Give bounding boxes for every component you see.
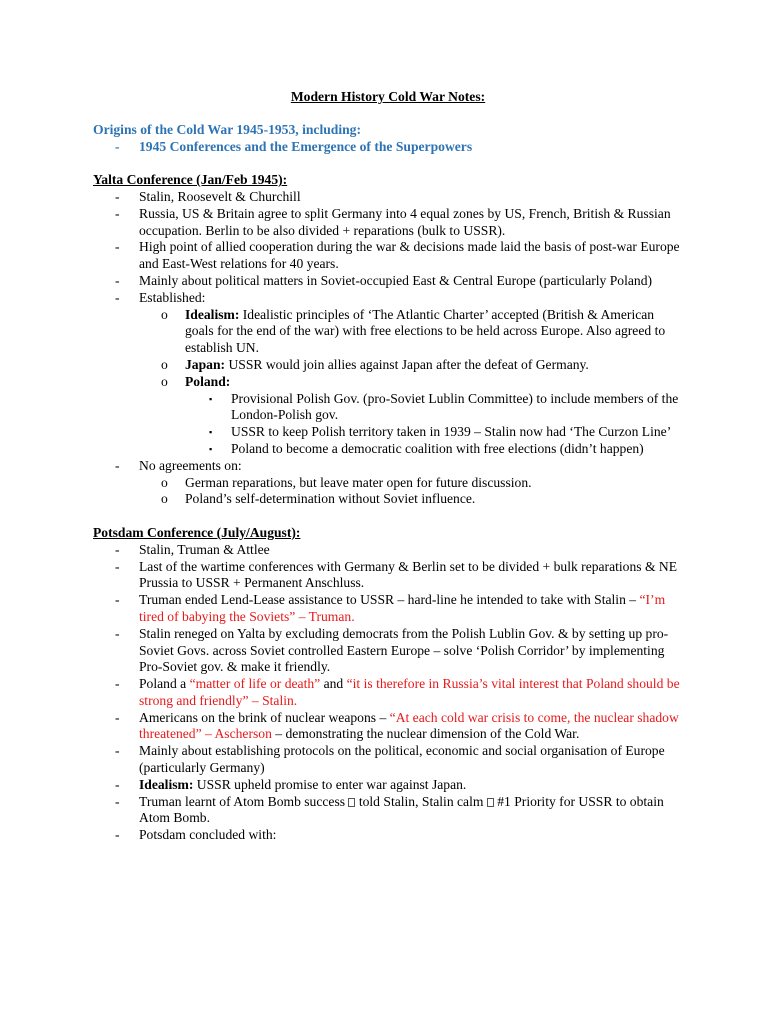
- circle-marker: o: [161, 373, 168, 389]
- origins-subheading: - 1945 Conferences and the Emergence of the Superpowers: [115, 138, 473, 154]
- list-item: - Truman learnt of Atom Bomb success told Stalin, Stalin calm #1 Priority for USSR to obtain Atom Bomb.: [115, 793, 664, 826]
- circle-marker: o: [161, 474, 168, 490]
- dash-marker: -: [115, 239, 120, 255]
- dash-marker: -: [115, 541, 120, 557]
- dash-marker: -: [115, 827, 120, 843]
- yalta-heading: Yalta Conference (Jan/Feb 1945):: [93, 172, 288, 188]
- quote: “matter of life or death”: [189, 676, 321, 692]
- circle-marker: o: [161, 356, 168, 372]
- list-item: - High point of allied cooperation during the war & decisions made laid the basis of post-war Europe and East-West relations for 40 years.: [115, 239, 680, 272]
- circle-marker: o: [161, 306, 168, 322]
- list-item: ▪ USSR to keep Polish territory taken in 1939 – Stalin now had ‘The Curzon Line’: [209, 424, 672, 440]
- list-item: - Idealism: USSR upheld promise to enter war against Japan.: [115, 776, 467, 792]
- square-marker: ▪: [209, 427, 213, 438]
- list-item: - No agreements on:: [115, 457, 242, 473]
- list-item: o Japan: USSR would join allies against Japan after the defeat of Germany.: [161, 356, 589, 372]
- square-marker: ▪: [209, 443, 213, 454]
- list-item: - Stalin, Truman & Attlee: [115, 541, 270, 557]
- dash-marker: -: [115, 743, 120, 759]
- dash-marker: -: [115, 709, 120, 725]
- dash-marker: -: [115, 457, 120, 473]
- square-marker: ▪: [209, 393, 213, 404]
- origins-heading: Origins of the Cold War 1945-1953, including:: [93, 121, 362, 137]
- list-item: - Russia, US & Britain agree to split Germany into 4 equal zones by US, French, British & Russian occupation. Berlin to be also divided + reparations (bulk to USSR).: [115, 205, 671, 238]
- quote: “I’m tired of babying the Soviets” – Truman.: [139, 592, 666, 624]
- document-page: [93, 89, 683, 844]
- list-item: - Potsdam concluded with:: [115, 827, 277, 843]
- quote: “it is therefore in Russia’s vital interest that Poland should be strong and friendly” – Stalin.: [139, 676, 680, 708]
- list-item: o Idealism: Idealistic principles of ‘The Atlantic Charter’ accepted (British & American goals for the end of the war) with free elections to be held across Europe. Also agreed to establish UN.: [161, 306, 666, 356]
- dash-marker: -: [115, 676, 120, 692]
- quote: “At each cold war crisis to come, the nuclear shadow threatened” – Ascherson: [139, 709, 679, 742]
- dash-marker: -: [115, 592, 120, 608]
- list-item: - Stalin reneged on Yalta by excluding democrats from the Polish Lublin Gov. & by setting up pro-Soviet Govs. across Soviet controlled Eastern Europe – solve ‘Polish Corridor’ by implementing Pro-Soviet gov. & make it friendly.: [115, 625, 669, 675]
- list-item: - Established:: [115, 289, 206, 305]
- list-item: - Mainly about political matters in Soviet-occupied East & Central Europe (particularly Poland): [115, 272, 653, 288]
- dash-marker: -: [115, 289, 120, 305]
- dash-marker: -: [115, 205, 120, 221]
- page-title: Modern History Cold War Notes:: [290, 89, 486, 104]
- list-item: - Americans on the brink of nuclear weapons – “At each cold war crisis to come, the nuclear shadow threatened” – Ascherson – demonstrating the nuclear dimension of the Cold War.: [115, 709, 679, 742]
- dash-marker: -: [115, 776, 120, 792]
- list-item: ▪ Poland to become a democratic coalition with free elections (didn’t happen): [209, 440, 644, 456]
- dash-marker: -: [115, 558, 120, 574]
- dash-marker: -: [115, 272, 120, 288]
- dash-marker: -: [115, 625, 120, 641]
- dash-marker: -: [115, 793, 120, 809]
- list-item: - Mainly about establishing protocols on the political, economic and social organisation of Europe (particularly Germany): [115, 743, 665, 776]
- dash-marker: -: [115, 188, 120, 204]
- list-item: o Poland:: [161, 373, 231, 389]
- missing-glyph-icon: [487, 798, 494, 807]
- potsdam-heading: Potsdam Conference (July/August):: [93, 524, 301, 540]
- list-item: o German reparations, but leave mater open for future discussion.: [161, 474, 532, 490]
- list-item: - Stalin, Roosevelt & Churchill: [115, 188, 301, 204]
- circle-marker: o: [161, 491, 168, 507]
- list-item: - Last of the wartime conferences with Germany & Berlin set to be divided + bulk reparations & NE Prussia to USSR + Permanent Anschluss.: [115, 558, 678, 591]
- list-item: ▪ Provisional Polish Gov. (pro-Soviet Lublin Committee) to include members of the London-Polish gov.: [209, 390, 679, 423]
- list-item: - Truman ended Lend-Lease assistance to USSR – hard-line he intended to take with Stalin – “I’m tired of babying the Soviets” – Truman.: [115, 592, 666, 624]
- dash-marker: -: [115, 138, 120, 154]
- list-item: o Poland’s self-determination without Soviet influence.: [161, 491, 476, 507]
- list-item: - Poland a “matter of life or death” and “it is therefore in Russia’s vital interest that Poland should be strong and friendly” – Stalin.: [115, 676, 680, 708]
